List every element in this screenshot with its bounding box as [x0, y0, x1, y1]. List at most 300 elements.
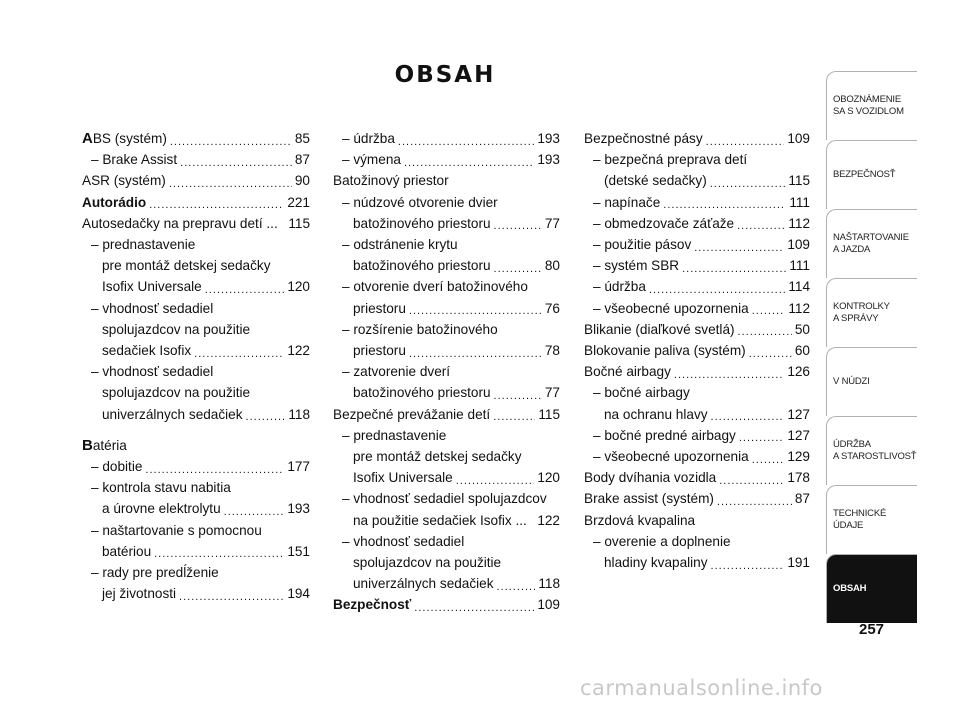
index-entry-label: atéria: [92, 437, 127, 453]
index-entry-label: – výmena: [342, 152, 401, 168]
page-ref: 194: [287, 586, 310, 602]
index-entry: [584, 510, 810, 531]
index-entry-label: a úrovne elektrolytu: [102, 501, 221, 517]
index-entry-label: – vhodnosť sedadiel spolujazdcov: [342, 491, 547, 507]
index-entry-text: [353, 213, 491, 234]
index-entry-text: [82, 170, 166, 191]
index-entry-label: Brzdová kvapalina: [584, 512, 696, 528]
chapter-tab-label: V NÚDZI: [833, 376, 870, 387]
dot-leader: [398, 136, 534, 150]
index-entry-text: [342, 319, 498, 340]
index-entry: [333, 170, 560, 191]
page-ref: 191: [787, 555, 810, 571]
page-ref: 78: [544, 343, 560, 359]
index-entry-text: [584, 510, 695, 531]
index-entry-label: – núdzové otvorenie dvier: [342, 194, 498, 210]
initial-letter: B: [82, 436, 93, 454]
index-entry: [584, 234, 810, 255]
index-entry-text: [82, 213, 278, 234]
page-ref: 77: [544, 385, 560, 401]
index-entry: [82, 170, 310, 191]
index-entry: [333, 510, 560, 531]
index-entry-label: BS (systém): [92, 131, 167, 146]
index-entry-label: sedačiek Isofix: [102, 343, 192, 359]
index-entry: [82, 477, 310, 498]
index-entry-text: [102, 498, 221, 519]
page-ref: 115: [538, 406, 560, 422]
chapter-tab[interactable]: [826, 554, 917, 623]
index-column-3: [584, 128, 810, 573]
index-entry-text: [604, 170, 707, 191]
dot-leader: [494, 220, 542, 234]
index-entry-text: [91, 149, 177, 170]
index-entry-label: – Brake Assist: [91, 152, 178, 168]
index-entry-text: [584, 319, 735, 340]
index-entry-label: Autorádio: [82, 194, 147, 210]
index-entry: [82, 404, 310, 425]
index-entry: [82, 298, 310, 319]
index-entry-label: batožinového priestoru: [353, 385, 491, 401]
index-entry: [584, 128, 810, 149]
index-entry-label: batériou: [102, 543, 152, 559]
page-ref: 221: [287, 194, 310, 210]
dot-leader: [737, 220, 785, 234]
chapter-tab[interactable]: [826, 209, 917, 278]
dot-leader: [497, 581, 536, 595]
index-entry: [584, 425, 810, 446]
index-entry-label: univerzálnych sedačiek: [353, 576, 494, 592]
index-entry: [82, 382, 310, 403]
index-entry-text: [91, 477, 231, 498]
index-entry-label: spolujazdcov na použitie: [102, 385, 251, 401]
index-entry-text: [353, 255, 491, 276]
index-entry-label: Batožinový priestor: [333, 173, 449, 189]
index-entry-label: – bezpečná preprava detí: [593, 152, 748, 168]
index-entry-label: na použitie sedačiek Isofix ...: [353, 512, 527, 528]
chapter-tab[interactable]: [826, 416, 917, 485]
index-entry-text: [82, 128, 167, 149]
index-entry-label: Autosedačky na prepravu detí ...: [82, 215, 278, 231]
index-entry-text: [91, 361, 213, 382]
index-entry-label: – údržba: [342, 131, 395, 146]
index-entry: [82, 192, 310, 213]
dot-leader: [649, 284, 785, 298]
index-entry: [82, 456, 310, 477]
page-ref: 111: [789, 258, 810, 274]
index-entry-text: [91, 298, 213, 319]
index-entry: [584, 488, 810, 509]
index-entry-label: Blokovanie paliva (systém): [584, 343, 746, 359]
index-entry-label: Bezpečné prevážanie detí: [333, 406, 491, 422]
index-entry: [333, 192, 560, 213]
watermark: carmanualsonline.info: [580, 676, 823, 700]
index-entry: [584, 255, 810, 276]
index-entry-label: Isofix Universale: [353, 470, 453, 486]
chapter-tab[interactable]: [826, 347, 917, 416]
index-entry-text: [593, 192, 660, 213]
dot-leader: [682, 263, 786, 277]
index-entry-label: – obmedzovače záťaže: [593, 215, 735, 231]
page-ref: 115: [788, 173, 810, 189]
index-entry: [584, 446, 810, 467]
dot-leader: [739, 432, 784, 446]
index-entry-text: [353, 446, 522, 467]
index-entry: [82, 255, 310, 276]
index-entry-text: [593, 255, 679, 276]
index-entry-label: batožinového priestoru: [353, 215, 491, 231]
dot-leader: [205, 284, 285, 298]
index-entry: [333, 276, 560, 297]
index-entry-label: – vhodnosť sedadiel: [91, 364, 214, 380]
page-ref: 178: [787, 470, 810, 486]
index-entry: [333, 404, 560, 425]
index-entry-label: Isofix Universale: [102, 279, 202, 295]
index-entry-label: pre montáž detskej sedačky: [353, 449, 522, 465]
chapter-tab[interactable]: [826, 71, 917, 140]
dot-leader: [738, 326, 792, 340]
dot-leader: [409, 305, 542, 319]
index-entry: [333, 149, 560, 170]
page-ref: 114: [788, 279, 810, 295]
page-ref: 193: [537, 131, 560, 146]
index-entry: [82, 149, 310, 170]
chapter-sidebar: [826, 71, 917, 623]
page-ref: 120: [537, 470, 560, 486]
index-entry: [584, 340, 810, 361]
index-entry: [333, 361, 560, 382]
index-entry-text: [604, 552, 708, 573]
index-entry-text: [82, 192, 146, 213]
index-entry-text: [353, 510, 527, 531]
index-entry: [333, 488, 560, 509]
index-entry-text: [91, 520, 262, 541]
index-entry-label: univerzálnych sedačiek: [102, 406, 243, 422]
index-entry-text: [342, 488, 547, 509]
index-entry: [82, 234, 310, 255]
index-entry: [82, 361, 310, 382]
page-ref: 112: [788, 300, 810, 316]
index-entry-text: [102, 276, 202, 297]
index-entry: [333, 255, 560, 276]
index-entry: [584, 531, 810, 552]
index-entry: [584, 298, 810, 319]
index-entry: [82, 276, 310, 297]
index-entry-label: – systém SBR: [593, 258, 680, 274]
index-entry: [333, 298, 560, 319]
index-entry: [333, 552, 560, 573]
dot-leader: [493, 411, 535, 425]
page-ref: 177: [287, 459, 310, 475]
index-entry-label: – naštartovanie s pomocnou: [91, 522, 262, 538]
index-entry: [584, 170, 810, 191]
index-entry-text: [593, 234, 691, 255]
index-entry: [584, 552, 810, 573]
dot-leader: [752, 305, 786, 319]
index-entry: [584, 361, 810, 382]
index-entry-text: [91, 456, 142, 477]
index-entry-text: [342, 149, 401, 170]
dot-leader: [711, 411, 785, 425]
index-entry-text: [353, 340, 406, 361]
index-entry-label: batožinového priestoru: [353, 258, 491, 274]
index-entry-text: [342, 234, 458, 255]
index-entry-label: – použitie pásov: [593, 237, 692, 253]
index-entry-text: [353, 298, 406, 319]
dot-leader: [404, 157, 534, 171]
chapter-tab[interactable]: [826, 140, 917, 209]
index-entry-label: – rady pre predĺženie: [91, 565, 219, 581]
dot-leader: [494, 263, 542, 277]
page-ref: 151: [287, 543, 310, 559]
index-entry-label: Blikanie (diaľkové svetlá): [584, 321, 735, 337]
dot-leader: [711, 560, 785, 574]
dot-leader: [169, 178, 292, 192]
index-entry-text: [593, 298, 749, 319]
index-entry-text: [102, 404, 243, 425]
dot-leader: [179, 591, 284, 605]
index-entry: [584, 404, 810, 425]
index-entry: [82, 340, 310, 361]
index-entry-text: [91, 562, 219, 583]
dot-leader: [706, 136, 785, 150]
index-entry-label: Brake assist (systém): [584, 491, 714, 507]
index-entry-label: – napínače: [593, 194, 661, 210]
dot-leader: [719, 475, 784, 489]
index-entry: [82, 541, 310, 562]
index-entry: [333, 128, 560, 149]
page-ref: 90: [294, 173, 310, 189]
index-entry-text: [82, 435, 127, 456]
dot-leader: [674, 369, 784, 383]
index-entry-label: – otvorenie dverí batožinového: [342, 279, 528, 295]
chapter-tab-label: OBSAH: [833, 583, 867, 594]
index-entry: [333, 425, 560, 446]
index-entry: [333, 234, 560, 255]
index-entry-label: – rozšírenie batožinového: [342, 321, 498, 337]
page-ref: 109: [787, 131, 810, 146]
index-entry: [584, 382, 810, 403]
page-ref: 193: [537, 152, 560, 168]
index-entry-text: [342, 128, 395, 149]
index-entry-label: pre montáž detskej sedačky: [102, 258, 271, 274]
page-ref: 109: [537, 597, 560, 613]
index-entry-label: – zatvorenie dverí: [342, 364, 451, 380]
index-entry-text: [593, 382, 690, 403]
index-entry-text: [593, 446, 749, 467]
index-entry: [584, 213, 810, 234]
dot-leader: [170, 136, 292, 150]
index-entry: [333, 573, 560, 594]
index-entry: [584, 149, 810, 170]
index-entry-label: priestoru: [353, 343, 406, 359]
index-entry: [333, 213, 560, 234]
index-entry-label: Bočné airbagy: [584, 364, 671, 380]
index-entry: [82, 583, 310, 604]
dot-leader: [154, 548, 284, 562]
page-ref: 115: [288, 215, 310, 231]
page-ref: 126: [787, 364, 810, 380]
index-entry-text: [584, 488, 714, 509]
index-entry-text: [593, 213, 734, 234]
index-entry-text: [342, 276, 528, 297]
page-ref: 85: [294, 131, 310, 146]
index-entry-text: [91, 234, 195, 255]
index-entry: [333, 446, 560, 467]
index-entry-label: – bočné predné airbagy: [593, 427, 736, 443]
index-entry-label: – všeobecné upozornenia: [593, 449, 749, 465]
page-ref: 109: [787, 237, 810, 253]
index-entry: [82, 498, 310, 519]
chapter-tab[interactable]: [826, 278, 917, 347]
dot-leader: [409, 348, 542, 362]
index-entry-text: [102, 319, 250, 340]
initial-letter: A: [82, 130, 93, 147]
index-entry: [584, 467, 810, 488]
dot-leader: [414, 602, 534, 616]
dot-leader: [224, 506, 285, 520]
index-entry-label: ASR (systém): [82, 173, 166, 189]
index-entry-text: [353, 467, 453, 488]
index-entry-label: – všeobecné upozornenia: [593, 300, 749, 316]
dot-leader: [246, 411, 286, 425]
dot-leader: [694, 242, 784, 256]
index-entry-label: na ochranu hlavy: [604, 406, 708, 422]
index-entry-label: – údržba: [593, 279, 646, 295]
index-entry-label: Bezpečnosť: [333, 597, 412, 613]
page-ref: 77: [544, 215, 560, 231]
index-entry: [82, 435, 310, 456]
dot-leader: [663, 199, 786, 213]
chapter-tab[interactable]: [826, 485, 917, 554]
index-entry: [82, 319, 310, 340]
page-ref: 60: [794, 343, 810, 359]
page-ref: 193: [287, 501, 310, 517]
index-entry-text: [342, 361, 450, 382]
chapter-tab-label: BEZPEČNOSŤ: [833, 169, 896, 180]
chapter-tab-label: NAŠTARTOVANIE A JAZDA: [833, 232, 909, 255]
index-entry-label: priestoru: [353, 300, 406, 316]
chapter-tab-label: KONTROLKY A SPRÁVY: [833, 301, 890, 324]
index-entry-text: [353, 382, 491, 403]
index-entry-label: – odstránenie krytu: [342, 237, 458, 253]
index-entry: [333, 382, 560, 403]
dot-leader: [749, 348, 792, 362]
index-entry-label: – bočné airbagy: [593, 385, 690, 401]
index-entry-text: [342, 425, 446, 446]
page-ref: 76: [544, 300, 560, 316]
index-entry: [584, 276, 810, 297]
index-entry-text: [102, 255, 271, 276]
index-entry: [584, 192, 810, 213]
dot-leader: [145, 464, 284, 478]
index-entry: [82, 128, 310, 149]
dot-leader: [194, 348, 284, 362]
page-ref: 122: [287, 343, 310, 359]
dot-leader: [456, 475, 535, 489]
index-column-1: [82, 128, 310, 604]
index-entry-label: Bezpečnostné pásy: [584, 131, 703, 146]
page-ref: 122: [537, 512, 560, 528]
index-entry-text: [353, 552, 501, 573]
index-entry: [82, 520, 310, 541]
index-entry-label: jej životnosti: [102, 586, 177, 602]
index-entry-label: spolujazdcov na použitie: [102, 321, 251, 337]
page-ref: 120: [287, 279, 310, 295]
index-entry-text: [333, 404, 490, 425]
dot-leader: [180, 157, 292, 171]
index-entry-label: – kontrola stavu nabitia: [91, 480, 231, 496]
index-entry: [333, 340, 560, 361]
index-entry-label: spolujazdcov na použitie: [353, 555, 502, 571]
index-entry-text: [584, 340, 746, 361]
index-entry-label: (detské sedačky): [604, 173, 707, 189]
index-entry-text: [584, 467, 716, 488]
index-entry-text: [593, 425, 736, 446]
page-ref: 50: [794, 321, 810, 337]
index-entry-text: [593, 531, 731, 552]
page-ref: 129: [787, 449, 810, 465]
dot-leader: [752, 454, 785, 468]
index-entry-text: [604, 404, 708, 425]
index-entry-text: [333, 170, 449, 191]
page-ref: 127: [787, 406, 810, 422]
index-entry-label: – vhodnosť sedadiel: [342, 533, 465, 549]
page-ref: 112: [788, 215, 810, 231]
index-entry: [333, 319, 560, 340]
index-entry: [333, 531, 560, 552]
chapter-tab-label: ÚDRŽBA A STAROSTLIVOSŤ: [833, 439, 917, 462]
page-ref: 80: [544, 258, 560, 274]
index-entry-text: [333, 594, 411, 615]
chapter-tab-label: TECHNICKÉ ÚDAJE: [833, 508, 887, 531]
index-entry-text: [584, 361, 671, 382]
index-entry: [584, 319, 810, 340]
index-entry-text: [342, 192, 498, 213]
page-ref: 118: [538, 576, 560, 592]
index-entry-text: [102, 583, 176, 604]
page-ref: 87: [294, 152, 310, 168]
index-entry-label: – dobitie: [91, 459, 143, 475]
index-entry-text: [342, 531, 464, 552]
dot-leader: [494, 390, 542, 404]
page-ref: 127: [787, 427, 810, 443]
index-entry-label: – prednastavenie: [342, 427, 447, 443]
index-entry: [333, 594, 560, 615]
index-column-2: [333, 128, 560, 616]
page-ref: 118: [288, 406, 310, 422]
index-entry-label: – prednastavenie: [91, 237, 196, 253]
dot-leader: [710, 178, 786, 192]
index-entry-text: [353, 573, 494, 594]
index-entry-text: [584, 128, 703, 149]
page-ref: 87: [794, 491, 810, 507]
index-entry-text: [593, 276, 646, 297]
index-entry: [82, 562, 310, 583]
index-entry-text: [102, 382, 250, 403]
index-entry: [333, 467, 560, 488]
index-entry-text: [102, 340, 191, 361]
dot-leader: [149, 199, 284, 213]
dot-leader: [717, 496, 792, 510]
index-entry-label: – vhodnosť sedadiel: [91, 300, 214, 316]
index-entry-label: hladiny kvapaliny: [604, 555, 708, 571]
chapter-tab-label: OBOZNÁMENIE SA S VOZIDLOM: [833, 94, 904, 117]
index-entry-text: [593, 149, 747, 170]
index-entry-text: [102, 541, 151, 562]
page-title: OBSAH: [394, 62, 496, 88]
index-entry: [82, 213, 310, 234]
page-ref: 111: [789, 194, 810, 210]
